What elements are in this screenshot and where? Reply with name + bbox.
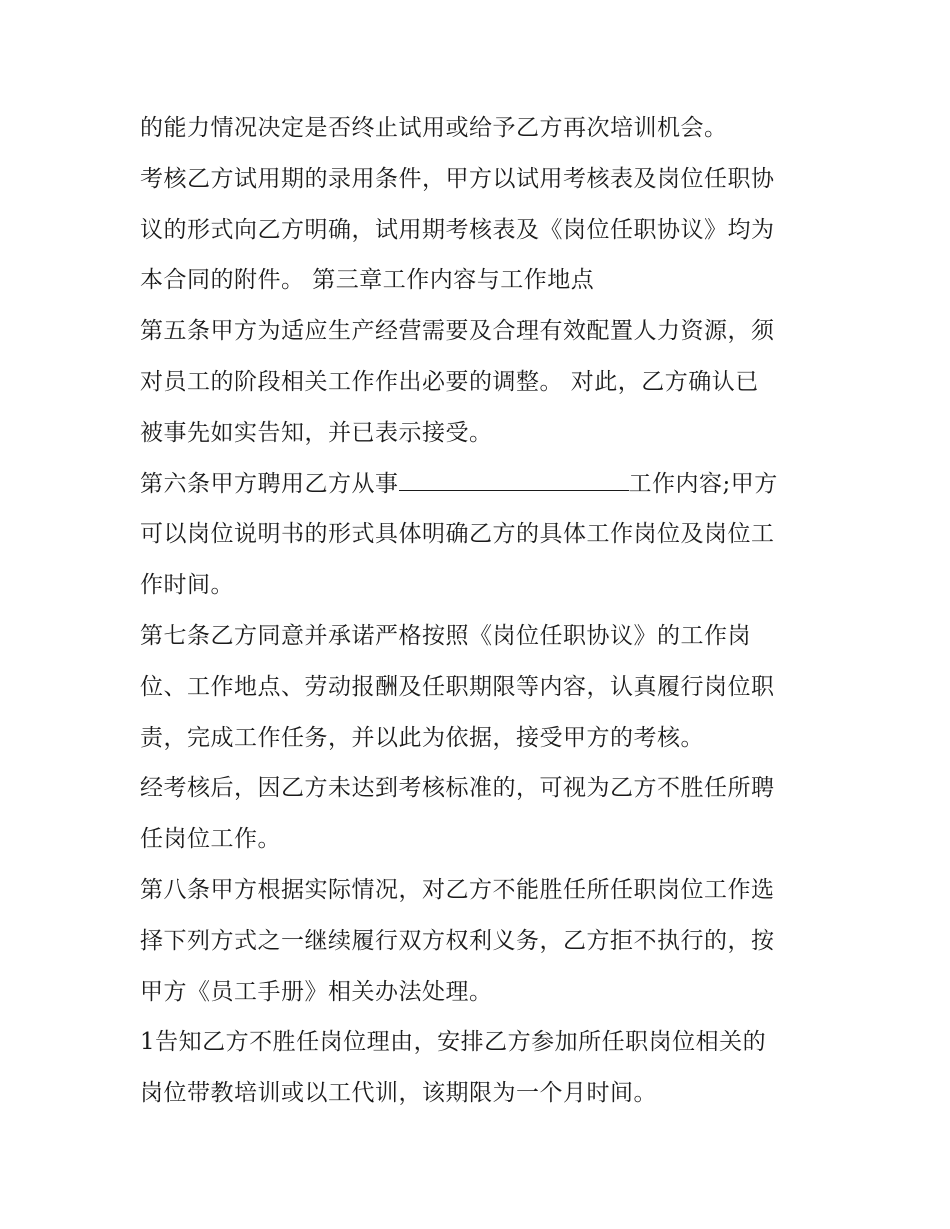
text-line-1: 的能力情况决定是否终止试用或给予乙方再次培训机会。 [140, 115, 728, 141]
text-line-5: 第五条甲方为适应生产经营需要及合理有效配置人力资源，须 [140, 318, 775, 345]
text-line-16: 第八条甲方根据实际情况，对乙方不能胜任所任职岗位工作选 [140, 876, 775, 903]
article-6-line [140, 459, 820, 510]
text-line-6: 对员工的阶段相关工作作出必要的调整。 对此，乙方确认已 [140, 368, 759, 395]
fill-in-blank-job[interactable] [399, 466, 629, 491]
text-line-12: 位、工作地点、劳动报酬及任职期限等内容，认真履行岗位职 [140, 673, 775, 700]
text-line-2: 考核乙方试用期的录用条件，甲方以试用考核表及岗位任职协 [140, 165, 775, 192]
text-line-14: 经考核后，因乙方未达到考核标准的，可视为乙方不胜任所聘 [140, 775, 775, 802]
article-6-suffix: 工作内容;甲方 [628, 470, 778, 497]
text-line-20: 岗位带教培训或以工代训，该期限为一个月时间。 [140, 1080, 657, 1107]
text-line-10: 作时间。 [140, 572, 234, 599]
contract-text [140, 103, 820, 1119]
text-line-9: 可以岗位说明书的形式具体明确乙方的具体工作岗位及岗位工 [140, 521, 775, 548]
text-line-13: 责，完成工作任务，并以此为依据，接受甲方的考核。 [140, 724, 704, 751]
article-6-prefix: 第六条甲方聘用乙方从事 [140, 470, 399, 497]
text-line-11: 第七条乙方同意并承诺严格按照《岗位任职协议》的工作岗 [140, 622, 751, 649]
text-line-17: 择下列方式之一继续履行双方权利义务，乙方拒不执行的，按 [140, 927, 775, 954]
text-line-7: 被事先如实告知，并已表示接受。 [140, 419, 493, 446]
text-line-15: 任岗位工作。 [140, 826, 281, 853]
text-line-18: 甲方《员工手册》相关办法处理。 [140, 978, 493, 1005]
text-line-19: 1告知乙方不胜任岗位理由，安排乙方参加所任职岗位相关的 [140, 1029, 767, 1056]
text-line-4: 本合同的附件。 第三章工作内容与工作地点 [140, 267, 595, 294]
text-line-3: 议的形式向乙方明确，试用期考核表及《岗位任职协议》均为 [140, 216, 775, 243]
